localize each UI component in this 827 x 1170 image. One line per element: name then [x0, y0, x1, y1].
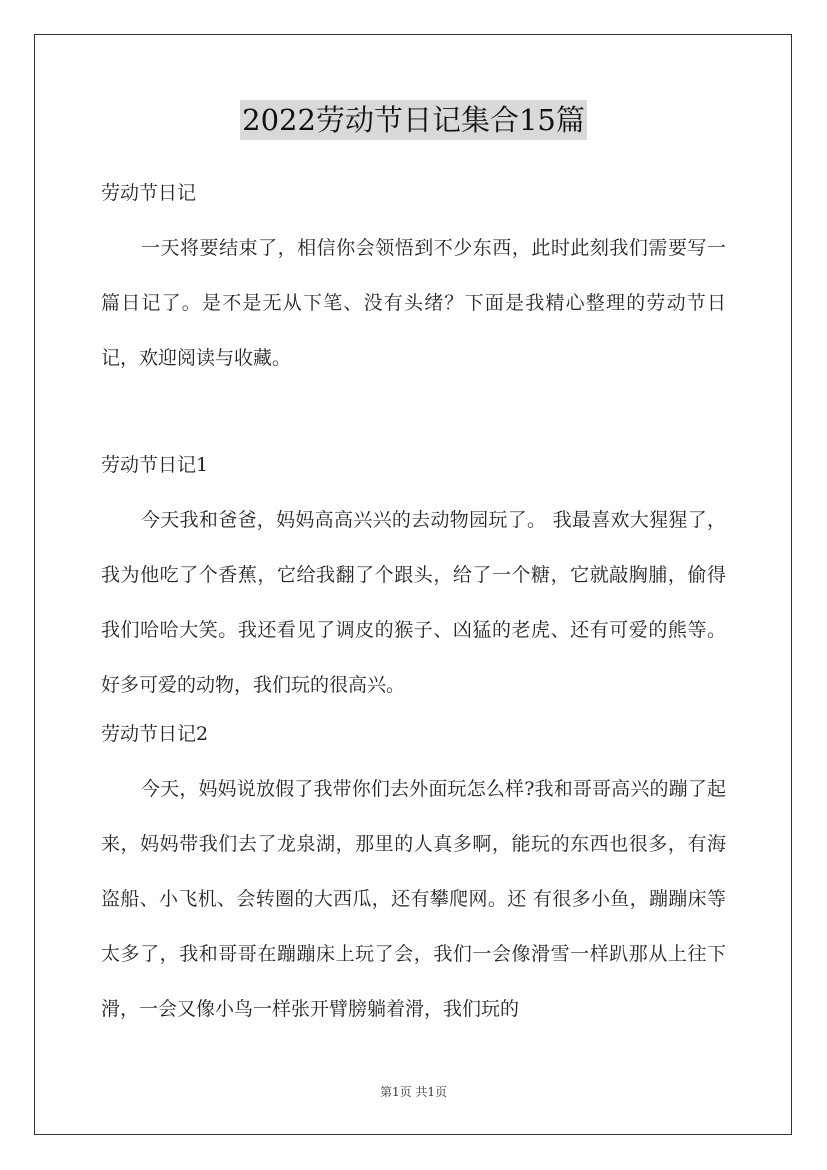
section-paragraph: 一天将要结束了，相信你会领悟到不少东西，此时此刻我们需要写一篇日记了。是不是无从下笔、没有头绪？下面是我精心整理的劳动节日记，欢迎阅读与收藏。: [101, 237, 726, 369]
document-title: 2022劳动节日记集合15篇: [240, 100, 587, 140]
section-heading: 劳动节日记2: [101, 723, 209, 745]
section-paragraph: 今天我和爸爸，妈妈高高兴兴的去动物园玩了。 我最喜欢大猩猩了，我为他吃了个香蕉，它给我翻了个跟头，给了一个糖，它就敲胸脯，偷得我们哈哈大笑。我还看见了调皮的猴子、凶猛的老虎、还有可爱的熊等。好多可爱的动物，我们玩的很高兴。: [101, 509, 726, 696]
section-paragraph: 今天，妈妈说放假了我带你们去外面玩怎么样?我和哥哥高兴的蹦了起来，妈妈带我们去了龙泉湖，那里的人真多啊，能玩的东西也很多，有海盗船、小飞机、会转圈的大西瓜，还有攀爬网。还 有很多小鱼，蹦蹦床等太多了，我和哥哥在蹦蹦床上玩了会，我们一会像滑雪一样趴那从上往下滑，一会又像小鸟一样张开臂膀躺着滑，我们玩的: [101, 778, 726, 1020]
section-heading: 劳动节日记: [101, 182, 197, 204]
title-container: [0, 100, 827, 140]
section-heading: 劳动节日记1: [101, 454, 209, 476]
page-footer: 第1页 共1页: [379, 1085, 448, 1099]
